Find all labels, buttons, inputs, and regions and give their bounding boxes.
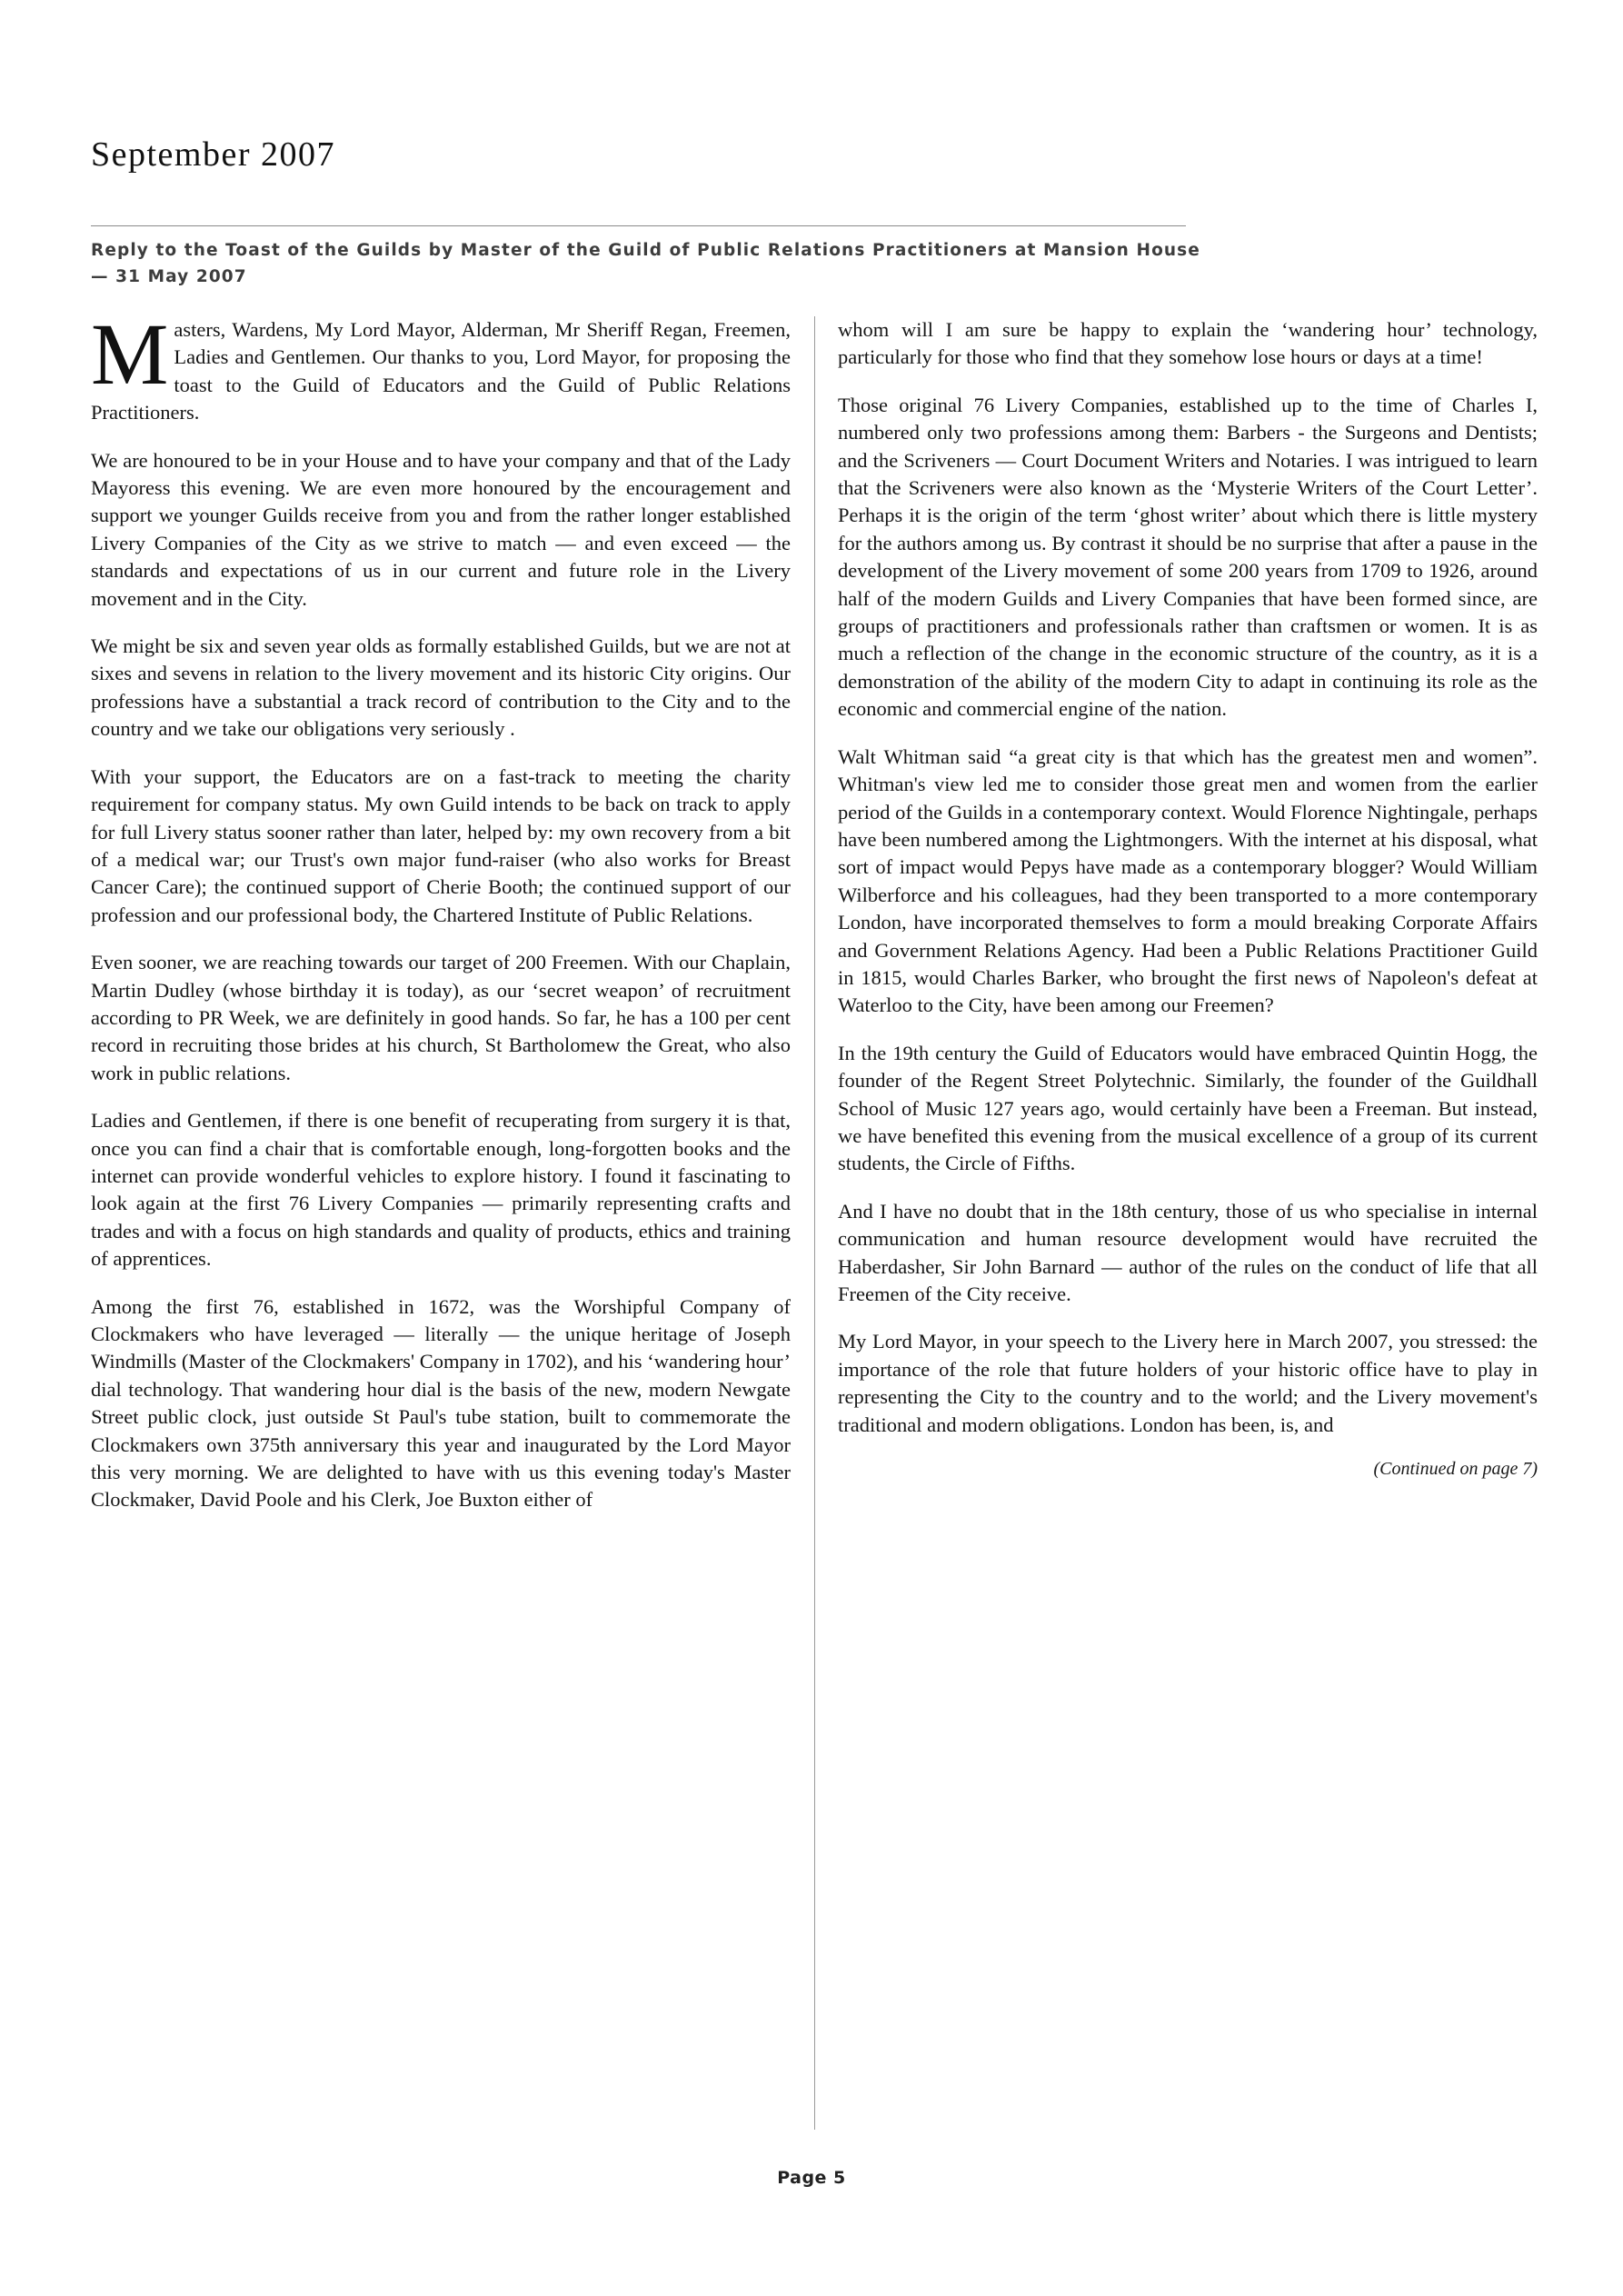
left-column	[91, 305, 791, 1534]
paragraph: Ladies and Gentlemen, if there is one benefit of recuperating from surgery it is that, once you can find a chair that is comfortable enough, long-forgotten books and the internet can provide wonderful vehicles to explore history. I found it fascinating to look again at the first 76 Livery Companies — primarily representing crafts and trades and with a focus on high standards and quality of products, ethics and training of apprentices.	[91, 1109, 791, 1271]
paragraph: whom will I am sure be happy to explain the ‘wandering hour’ technology, particularly for those who find that they somehow lose hours or days at a time!	[838, 318, 1538, 369]
issue-date: September 2007	[91, 135, 336, 174]
paragraph: And I have no doubt that in the 18th century, those of us who specialise in internal communication and human resource development would have recruited the Haberdasher, Sir John Barnard — author of the rules on the conduct of life that all Freemen of the City receive.	[838, 1199, 1538, 1305]
paragraph: Among the first 76, established in 1672, was the Worshipful Company of Clockmakers who have leveraged — literally — the unique heritage of Joseph Windmills (Master of the Clockmakers' Company in 1702), and his ‘wandering hour’ dial technology. That wandering hour dial is the basis of the new, modern Newgate Street public clock, just outside St Paul's tube station, built to commemorate the Clockmakers own 375th anniversary this year and inaugurated by the Lord Mayor this very morning. We are delighted to have with us this evening today's Master Clockmaker, David Poole and his Clerk, Joe Buxton either of	[91, 1294, 791, 1512]
continued-note: (Continued on page 7)	[1373, 1459, 1538, 1480]
paragraph: Walt Whitman said “a great city is that which has the greatest men and women”. Whitman's view led me to consider those great men and women from the earlier period of the Guilds in a contemporary context. Would Florence Nightingale, perhaps have been numbered among the Lightmongers. With the internet at his disposal, what sort of impact would Pepys have made as a contemporary blogger? Would William Wilberforce and his colleagues, had they been transported to a more contemporary London, have incorporated themselves to form a mould breaking Corporate Affairs and Government Relations Agency. Had been a Public Relations Practitioner Guild in 1815, would Charles Barker, who brought the first news of Napoleon's defeat at Waterloo to the City, have been among our Freemen?	[838, 744, 1538, 1017]
right-column	[838, 316, 1538, 1480]
paragraph: We are honoured to be in your House and to have your company and that of the Lady Mayoress this evening. We are even more honoured by the encouragement and support we younger Guilds receive from you and from the rather longer established Livery Companies of the City as we strive to match — and even exceed — the standards and expectations of us in our current and future role in the Livery movement and in the City.	[91, 448, 791, 610]
header-divider	[91, 225, 1186, 226]
paragraph: With your support, the Educators are on a fast-track to meeting the charity requirement for company status. My own Guild intends to be back on track to apply for full Livery status sooner rather than later, helped by: my own recovery from a bit of a medical war; our Trust's own major fund-raiser (who also works for Breast Cancer Care); the continued support of Cherie Booth; the continued support of our profession and our professional body, the Chartered Institute of Public Relations.	[91, 764, 791, 926]
article-body	[91, 305, 1538, 2134]
page-number: Page 5	[777, 2168, 846, 2188]
article-headline: Reply to the Toast of the Guilds by Master of the Guild of Public Relations Practitioners at Mansion House — 31 May 2007	[91, 241, 1200, 286]
paragraph-text: asters, Wardens, My Lord Mayor, Alderman, Mr Sheriff Regan, Freemen, Ladies and Gentlemen. Our thanks to you, Lord Mayor, for proposing the toast to the Guild of Educators and the Guild of Public Relations Practitioners.	[91, 318, 791, 424]
column-divider	[814, 316, 815, 2130]
paragraph: We might be six and seven year olds as formally established Guilds, but we are not at sixes and sevens in relation to the livery movement and its historic City origins. Our professions have a substantial a track record of contribution to the City and to the country and we take our obligations very seriously .	[91, 634, 791, 741]
paragraph: In the 19th century the Guild of Educators would have embraced Quintin Hogg, the founder of the Regent Street Polytechnic. Similarly, the founder of the Guildhall School of Music 127 years ago, would certainly have been a Freeman. But instead, we have benefited this evening from the musical excellence of a group of its current students, the Circle of Fifths.	[838, 1041, 1538, 1175]
paragraph: Even sooner, we are reaching towards our target of 200 Freemen. With our Chaplain, Martin Dudley (whose birthday it is today), as our ‘secret weapon’ of recruitment according to PR Week, we are definitely in good hands. So far, he has a 100 per cent record in recruiting those brides at his church, St Bartholomew the Great, who also work in public relations.	[91, 951, 791, 1084]
paragraph	[91, 305, 791, 427]
paragraph: Those original 76 Livery Companies, established up to the time of Charles I, numbered only two professions among them: Barbers - the Surgeons and Dentists; and the Scriveners — Court Document Writers and Notaries. I was intrigued to learn that the Scriveners were also known as the ‘Mysterie Writers of the Court Letter’. Perhaps it is the origin of the term ‘ghost writer’ about which there is little mystery for the authors among us. By contrast it should be no surprise that after a pause in the development of the Livery movement of some 200 years from 1709 to 1926, around half of the modern Guilds and Livery Companies that have been formed since, are groups of practitioners and professionals rather than craftsmen or women. It is as much a reflection of the change in the economic structure of the country, as it is a demonstration of the ability of the modern City to adapt in continuing its role as the economic and commercial engine of the nation.	[838, 393, 1538, 721]
drop-cap: M	[91, 305, 169, 403]
paragraph: My Lord Mayor, in your speech to the Livery here in March 2007, you stressed: the importance of the role that future holders of your historic office have to play in representing the City to the country and to the world; and the Livery movement's traditional and modern obligations. London has been, is, and	[838, 1330, 1538, 1436]
